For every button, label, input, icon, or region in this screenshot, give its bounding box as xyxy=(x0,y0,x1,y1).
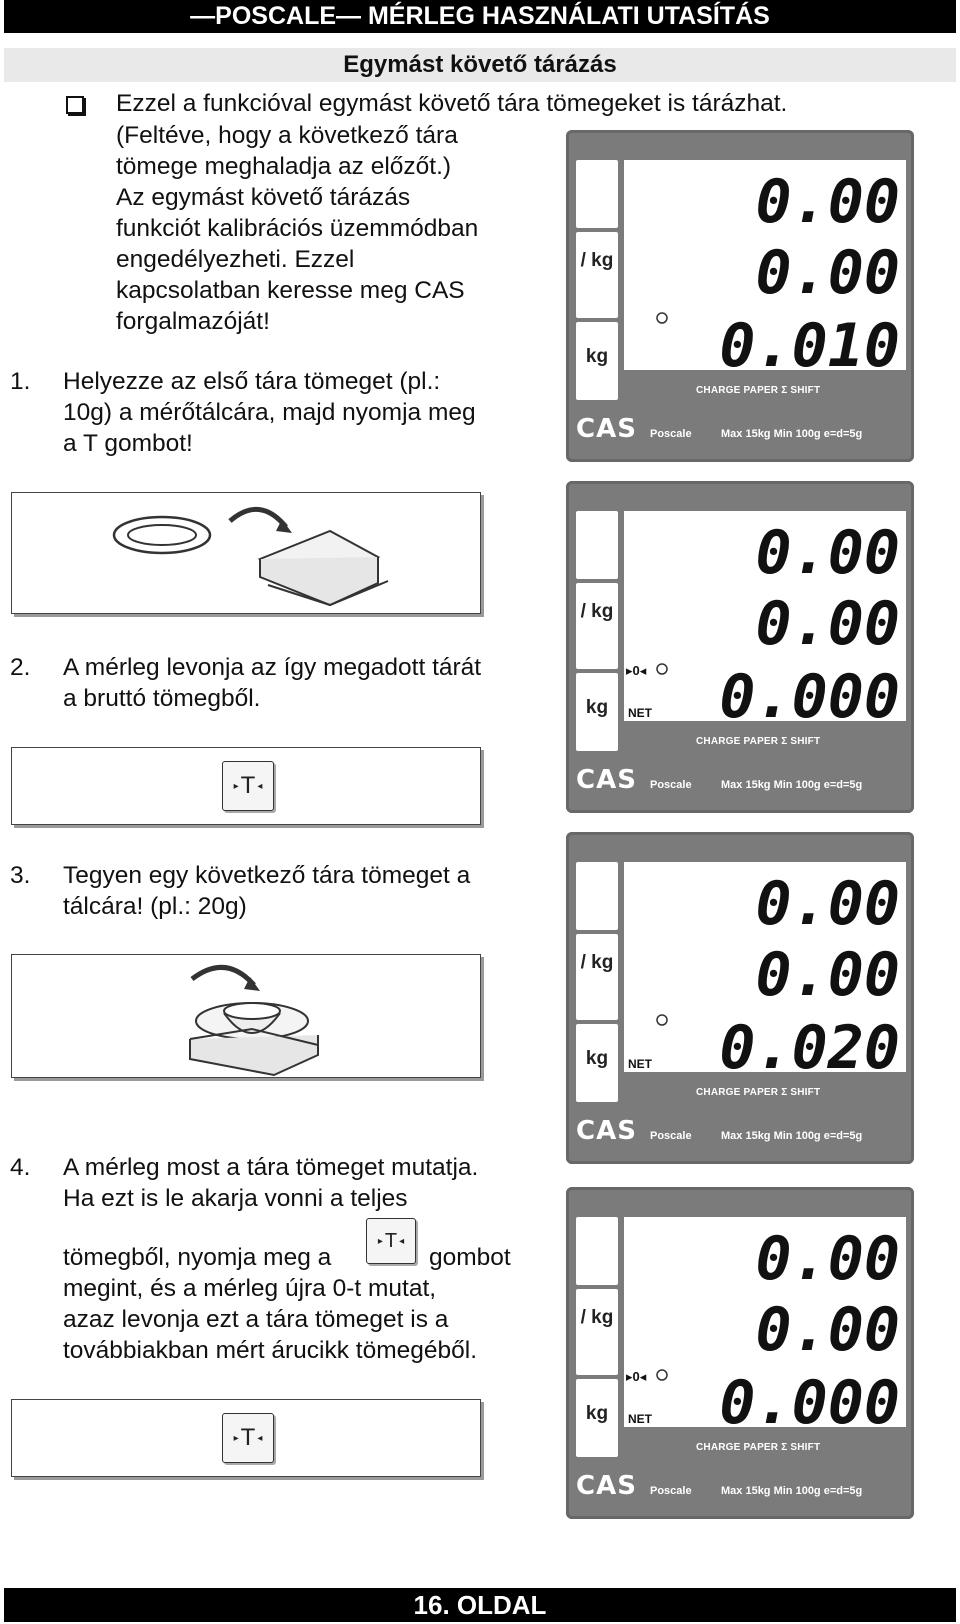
step-number: 4. xyxy=(10,1154,31,1181)
net-indicator: NET xyxy=(628,1057,652,1071)
illustration-press-t-2 xyxy=(11,1399,481,1477)
step-1-line-1: Helyezze az első tára tömeget (pl.: xyxy=(63,368,441,395)
lcd-screen xyxy=(624,160,906,370)
lcd-digits xyxy=(624,160,906,370)
illustration-place-tare-2 xyxy=(11,954,481,1078)
page-number: 16. OLDAL xyxy=(4,1588,956,1622)
lcd-row-weight: 0.010 xyxy=(719,311,900,370)
step-4-line-2: Ha ezt is le akarja vonni a teljes xyxy=(63,1185,408,1212)
left-triangle-icon: ◂ xyxy=(257,780,263,792)
step-number: 2. xyxy=(10,654,31,681)
right-triangle-icon: ▸ xyxy=(233,1432,239,1444)
unit-indicator-column xyxy=(576,160,618,416)
unit-box-per-kg xyxy=(576,934,618,1020)
unit-box-blank xyxy=(576,1217,618,1285)
step-4-line-6: továbbiakban mért árucikk tömegéből. xyxy=(63,1337,477,1364)
stable-indicator-icon xyxy=(657,1370,667,1380)
intro-line-1: Ezzel a funkcióval egymást követő tára tömegeket is tárázhat. xyxy=(116,90,788,117)
unit-box-kg xyxy=(576,673,618,751)
unit-box-kg xyxy=(576,1379,618,1457)
unit-box-blank xyxy=(576,862,618,930)
stable-indicator-icon xyxy=(657,1015,667,1025)
illustration-place-tare-1 xyxy=(11,492,481,614)
unit-box-kg xyxy=(576,322,618,400)
unit-indicator-column xyxy=(576,862,618,1118)
step-1-line-2: 10g) a mérőtálcára, majd nyomja meg xyxy=(63,399,476,426)
step-number: 1. xyxy=(10,368,31,395)
lcd-row-weight: 0.020 xyxy=(719,1013,900,1072)
lcd-screen xyxy=(624,511,906,721)
unit-kg-label: kg xyxy=(585,1403,609,1424)
lcd-row-total: 0.00 xyxy=(755,589,900,659)
brand-logo: CAS xyxy=(576,1471,637,1501)
unit-box-per-kg xyxy=(576,1289,618,1375)
intro-line-5: funkciót kalibrációs üzemmódban xyxy=(116,215,479,242)
intro-line-4: Az egymást követő tárázás xyxy=(116,184,411,211)
net-indicator: NET xyxy=(628,706,652,720)
model-name: Poscale xyxy=(650,428,692,440)
lcd-digits xyxy=(624,1217,906,1427)
document-header: —POSCALE— MÉRLEG HASZNÁLATI UTASÍTÁS xyxy=(4,0,956,33)
model-name: Poscale xyxy=(650,1485,692,1497)
tare-key-button[interactable] xyxy=(222,761,274,811)
checkbox-bullet-icon xyxy=(66,96,84,114)
illustration-press-t-1 xyxy=(11,747,481,825)
lcd-row-total: 0.00 xyxy=(755,940,900,1010)
unit-per-kg-label: / kg xyxy=(580,952,614,973)
unit-box-blank xyxy=(576,511,618,579)
unit-kg-label: kg xyxy=(585,697,609,718)
unit-box-per-kg xyxy=(576,583,618,669)
function-labels: CHARGE PAPER Σ SHIFT xyxy=(696,1087,821,1098)
step-4-line-3: tömegből, nyomja meg a xyxy=(63,1244,332,1271)
step-3-line-1: Tegyen egy következő tára tömeget a xyxy=(63,862,471,889)
step-4-line-1: A mérleg most a tára tömeget mutatja. xyxy=(63,1154,479,1181)
intro-line-3: tömege meghaladja az előzőt.) xyxy=(116,153,452,180)
step-1-line-3: a T gombot! xyxy=(63,430,193,457)
right-triangle-icon: ▸ xyxy=(233,780,239,792)
unit-box-kg xyxy=(576,1024,618,1102)
brand-logo: CAS xyxy=(576,765,637,795)
model-name: Poscale xyxy=(650,779,692,791)
net-indicator: NET xyxy=(628,1412,652,1426)
lcd-screen xyxy=(624,862,906,1072)
lcd-row-weight: 0.000 xyxy=(719,662,900,721)
lcd-row-unit-price: 0.00 xyxy=(755,167,900,237)
scale-with-plate-illustration xyxy=(12,493,480,613)
zero-indicator: ▸0◂ xyxy=(626,663,647,678)
lcd-digits xyxy=(624,862,906,1072)
unit-indicator-column xyxy=(576,511,618,767)
step-4-line-3b: gombot xyxy=(429,1244,511,1271)
unit-per-kg-label: / kg xyxy=(580,601,614,622)
step-2-line-2: a bruttó tömegből. xyxy=(63,685,261,712)
stable-indicator-icon xyxy=(657,664,667,674)
tare-key-button[interactable] xyxy=(222,1413,274,1463)
capacity-spec: Max 15kg Min 100g e=d=5g xyxy=(721,428,863,440)
brand-logo: CAS xyxy=(576,414,637,444)
step-3-line-2: tálcára! (pl.: 20g) xyxy=(63,893,247,920)
function-labels: CHARGE PAPER Σ SHIFT xyxy=(696,385,821,396)
scale-display-panel xyxy=(566,130,914,462)
unit-kg-label: kg xyxy=(585,1048,609,1069)
inline-tare-key-icon xyxy=(366,1218,416,1264)
scale-display-panel xyxy=(566,832,914,1164)
section-title: Egymást követő tárázás xyxy=(4,48,956,82)
lcd-row-unit-price: 0.00 xyxy=(755,1224,900,1294)
capacity-spec: Max 15kg Min 100g e=d=5g xyxy=(721,1485,863,1497)
scale-with-bowl-illustration xyxy=(12,955,480,1077)
right-triangle-icon: ▸ xyxy=(377,1235,383,1247)
lcd-row-unit-price: 0.00 xyxy=(755,518,900,588)
lcd-row-unit-price: 0.00 xyxy=(755,869,900,939)
step-4-line-5: azaz levonja ezt a tára tömeget is a xyxy=(63,1306,449,1333)
step-2-line-1: A mérleg levonja az így megadott tárát xyxy=(63,654,482,681)
inline-tare-key-label: T xyxy=(384,1229,398,1252)
capacity-spec: Max 15kg Min 100g e=d=5g xyxy=(721,1130,863,1142)
unit-per-kg-label: / kg xyxy=(580,1307,614,1328)
tare-key-label: T xyxy=(240,1424,256,1451)
step-number: 3. xyxy=(10,862,31,889)
intro-line-7: kapcsolatban keresse meg CAS xyxy=(116,277,465,304)
unit-kg-label: kg xyxy=(585,346,609,367)
tare-key-label: T xyxy=(240,772,256,799)
lcd-row-weight: 0.000 xyxy=(719,1368,900,1427)
model-name: Poscale xyxy=(650,1130,692,1142)
unit-box-blank xyxy=(576,160,618,228)
lcd-row-total: 0.00 xyxy=(755,238,900,308)
capacity-spec: Max 15kg Min 100g e=d=5g xyxy=(721,779,863,791)
unit-per-kg-label: / kg xyxy=(580,250,614,271)
left-triangle-icon: ◂ xyxy=(399,1235,405,1247)
function-labels: CHARGE PAPER Σ SHIFT xyxy=(696,1442,821,1453)
intro-line-2: (Feltéve, hogy a következő tára xyxy=(116,122,458,149)
stable-indicator-icon xyxy=(657,313,667,323)
brand-logo: CAS xyxy=(576,1116,637,1146)
intro-line-6: engedélyezheti. Ezzel xyxy=(116,246,355,273)
scale-display-panel xyxy=(566,481,914,813)
unit-box-per-kg xyxy=(576,232,618,318)
function-labels: CHARGE PAPER Σ SHIFT xyxy=(696,736,821,747)
lcd-digits xyxy=(624,511,906,721)
intro-line-8: forgalmazóját! xyxy=(116,308,270,335)
unit-indicator-column xyxy=(576,1217,618,1473)
left-triangle-icon: ◂ xyxy=(257,1432,263,1444)
lcd-row-total: 0.00 xyxy=(755,1295,900,1365)
scale-display-panel xyxy=(566,1187,914,1519)
step-4-line-4: megint, és a mérleg újra 0-t mutat, xyxy=(63,1275,437,1302)
lcd-screen xyxy=(624,1217,906,1427)
zero-indicator: ▸0◂ xyxy=(626,1369,647,1384)
